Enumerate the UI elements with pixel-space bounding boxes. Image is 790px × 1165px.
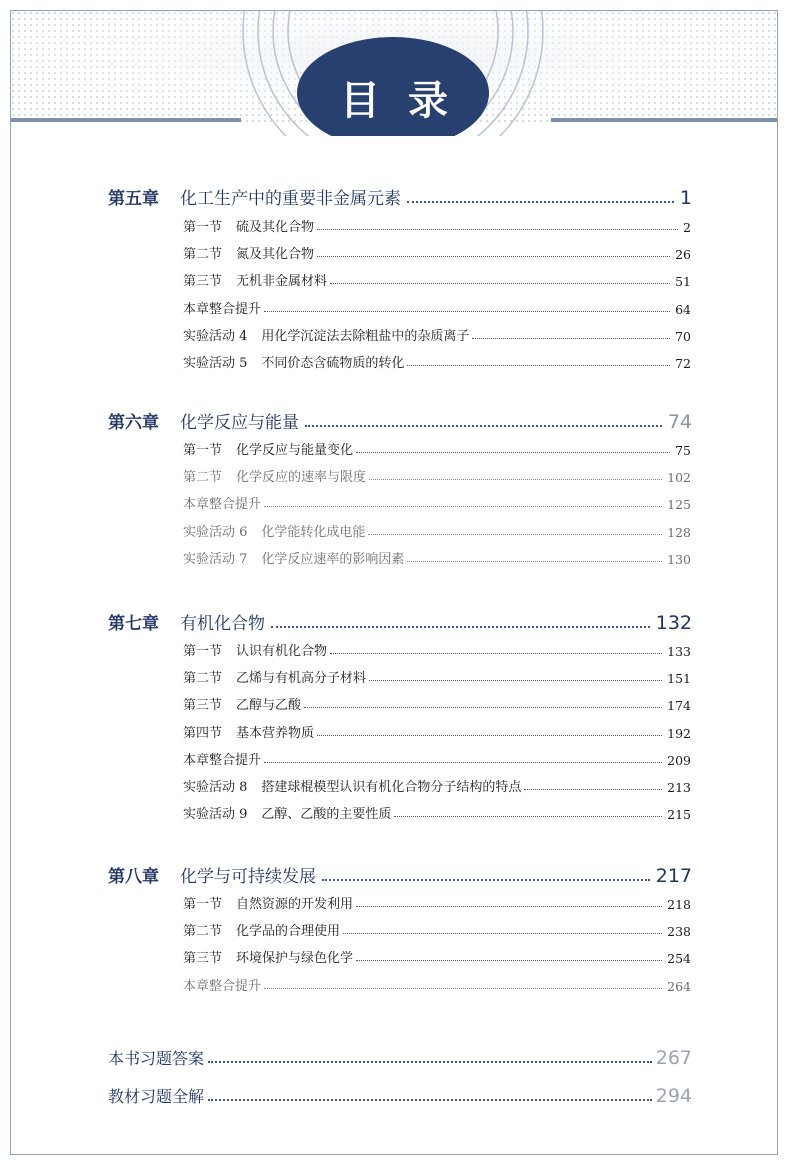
section-title: 乙醇、乙酸的主要性质 [261, 807, 392, 822]
dot-leader [356, 452, 670, 453]
section-label: 实验活动 8 [183, 780, 248, 795]
section-label: 第三节 [183, 698, 223, 713]
section-label: 第四节 [183, 726, 223, 741]
dot-leader [356, 906, 662, 907]
section-title: 化学反应速率的影响因素 [261, 552, 405, 567]
dot-leader [524, 789, 662, 790]
chapter-page-number: 1 [679, 187, 692, 209]
chapter-row[interactable] [108, 181, 692, 209]
section-title: 不同价态含硫物质的转化 [261, 356, 405, 371]
dot-leader [264, 311, 670, 312]
dot-leader [369, 479, 662, 480]
dot-leader [304, 707, 662, 708]
section-title: 化学反应的速率与限度 [236, 470, 367, 485]
section-label: 第一节 [183, 443, 223, 458]
section-page-number: 192 [667, 726, 691, 741]
section-page-number: 133 [667, 644, 691, 659]
dot-leader [407, 561, 662, 562]
section-title: 本章整合提升 [183, 753, 262, 768]
chapter-row[interactable] [108, 606, 692, 634]
section-label: 第三节 [183, 274, 223, 289]
section-title: 氮及其化合物 [236, 247, 315, 262]
section-page-number: 213 [667, 780, 691, 795]
section-page-number: 264 [667, 979, 691, 994]
section-title: 搭建球棍模型认识有机化合物分子结构的特点 [261, 780, 522, 795]
section-label: 实验活动 7 [183, 552, 248, 567]
appendix-title: 本书习题答案 [108, 1049, 205, 1068]
section-title: 认识有机化合物 [236, 644, 328, 659]
section-page-number: 218 [667, 897, 691, 912]
section-title: 化学品的合理使用 [236, 924, 341, 939]
dot-leader [407, 365, 670, 366]
section-row[interactable] [183, 800, 691, 822]
chapter-row[interactable] [108, 859, 692, 887]
section-row[interactable] [183, 773, 691, 795]
section-row[interactable] [183, 436, 691, 458]
dot-leader [305, 425, 662, 427]
dot-leader [322, 879, 650, 881]
section-label: 第二节 [183, 247, 223, 262]
section-row[interactable] [183, 463, 691, 485]
section-title: 化学反应与能量变化 [236, 443, 354, 458]
chapter-number: 第五章 [108, 189, 159, 209]
dot-leader [317, 735, 662, 736]
page-header [11, 11, 777, 136]
dot-leader [264, 506, 662, 507]
section-row[interactable] [183, 691, 691, 713]
section-title: 无机非金属材料 [236, 274, 328, 289]
section-page-number: 125 [667, 497, 691, 512]
section-page-number: 254 [667, 951, 691, 966]
chapter-number: 第六章 [108, 413, 159, 433]
dot-leader [343, 933, 662, 934]
chapter-title: 化工生产中的重要非金属元素 [180, 189, 401, 209]
section-row[interactable] [183, 664, 691, 686]
section-page-number: 72 [675, 356, 691, 371]
section-row[interactable] [183, 890, 691, 912]
section-row[interactable] [183, 490, 691, 512]
section-title: 本章整合提升 [183, 979, 262, 994]
dot-leader [330, 653, 662, 654]
appendix-page-number: 294 [655, 1085, 692, 1107]
section-title: 用化学沉淀法去除粗盐中的杂质离子 [261, 329, 470, 344]
section-row[interactable] [183, 746, 691, 768]
section-title: 基本营养物质 [236, 726, 315, 741]
section-row[interactable] [183, 545, 691, 567]
section-page-number: 75 [675, 443, 691, 458]
appendix-row[interactable] [108, 1079, 692, 1107]
dot-leader [208, 1061, 652, 1063]
section-label: 第三节 [183, 951, 223, 966]
section-page-number: 151 [667, 671, 691, 686]
section-title: 自然资源的开发利用 [236, 897, 354, 912]
appendix-title: 教材习题全解 [108, 1087, 205, 1106]
section-label: 第一节 [183, 897, 223, 912]
section-label: 第二节 [183, 470, 223, 485]
section-page-number: 238 [667, 924, 691, 939]
dot-leader [356, 960, 662, 961]
section-title: 乙烯与有机高分子材料 [236, 671, 367, 686]
chapter-title: 化学与可持续发展 [180, 867, 316, 887]
section-label: 第二节 [183, 924, 223, 939]
section-row[interactable] [183, 719, 691, 741]
section-label: 实验活动 5 [183, 356, 248, 371]
section-title: 环境保护与绿色化学 [236, 951, 354, 966]
chapter-page-number: 74 [667, 411, 692, 433]
section-label: 第一节 [183, 644, 223, 659]
section-label: 第一节 [183, 220, 223, 235]
chapter-page-number: 132 [655, 612, 692, 634]
dot-leader [407, 201, 674, 203]
chapter-row[interactable] [108, 405, 692, 433]
section-row[interactable] [183, 944, 691, 966]
section-title: 硫及其化合物 [236, 220, 315, 235]
section-page-number: 128 [667, 525, 691, 540]
section-label: 实验活动 6 [183, 525, 248, 540]
section-page-number: 70 [675, 329, 691, 344]
appendix-page-number: 267 [655, 1047, 692, 1069]
section-title: 化学能转化成电能 [261, 525, 366, 540]
dot-leader [264, 762, 662, 763]
page-title: 目录 [340, 78, 476, 124]
section-page-number: 215 [667, 807, 691, 822]
section-page-number: 174 [667, 698, 691, 713]
dot-leader [394, 816, 662, 817]
section-row[interactable] [183, 267, 691, 289]
chapter-title: 化学反应与能量 [180, 413, 299, 433]
section-row[interactable] [183, 637, 691, 659]
section-page-number: 51 [675, 274, 691, 289]
chapter-title: 有机化合物 [180, 614, 265, 634]
section-label: 第二节 [183, 671, 223, 686]
dot-leader [317, 229, 678, 230]
section-page-number: 64 [675, 302, 691, 317]
section-row[interactable] [183, 349, 691, 371]
section-title: 本章整合提升 [183, 497, 262, 512]
section-row[interactable] [183, 972, 691, 994]
dot-leader [472, 338, 670, 339]
section-row[interactable] [183, 322, 691, 344]
appendix-row[interactable] [108, 1041, 692, 1069]
chapter-page-number: 217 [655, 865, 692, 887]
section-page-number: 26 [675, 247, 691, 262]
dot-leader [330, 283, 670, 284]
section-title: 本章整合提升 [183, 302, 262, 317]
section-page-number: 130 [667, 552, 691, 567]
dot-leader [317, 256, 670, 257]
dot-leader [368, 534, 662, 535]
section-row[interactable] [183, 240, 691, 262]
section-label: 实验活动 4 [183, 329, 248, 344]
section-label: 实验活动 9 [183, 807, 248, 822]
chapter-number: 第八章 [108, 867, 159, 887]
chapter-number: 第七章 [108, 614, 159, 634]
dot-leader [271, 626, 650, 628]
dot-leader [369, 680, 662, 681]
dot-leader [208, 1099, 652, 1101]
section-row[interactable] [183, 518, 691, 540]
section-title: 乙醇与乙酸 [236, 698, 302, 713]
section-row[interactable] [183, 295, 691, 317]
section-page-number: 102 [667, 470, 691, 485]
section-page-number: 2 [683, 220, 691, 235]
dot-leader [264, 988, 662, 989]
section-row[interactable] [183, 213, 691, 235]
section-row[interactable] [183, 917, 691, 939]
section-page-number: 209 [667, 753, 691, 768]
